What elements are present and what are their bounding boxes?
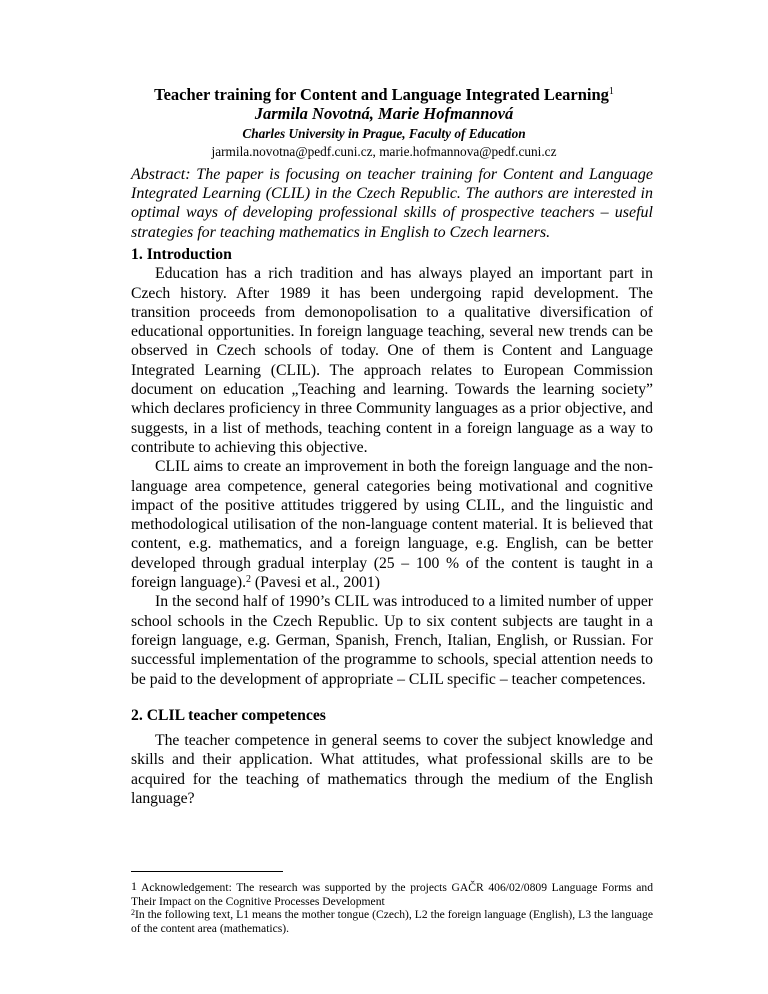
paragraph-intro-2-citation: (Pavesi et al., 2001): [251, 574, 380, 592]
paper-title: [0, 85, 768, 104]
footnotes: [131, 881, 653, 935]
abstract: [131, 165, 653, 242]
abstract-label: Abstract: [131, 166, 186, 183]
paper-authors: Jarmila Novotná, Marie Hofmannová: [254, 104, 514, 123]
section-heading-introduction: 1. Introduction: [131, 246, 232, 263]
section-heading-competences: 2. CLIL teacher competences: [131, 706, 326, 724]
main-body: [131, 245, 653, 808]
footnote-1-mark: 1: [131, 879, 137, 893]
paper-title-text: Teacher training for Content and Language Integrated Learning: [154, 85, 609, 104]
paragraph-intro-2-text: CLIL aims to create an improvement in both the foreign language and the non-language area competence, general categories being motivational and cognitive impact of the positive attitudes triggered by using CLIL, and the linguistic and methodological utilisation of the non-language content material. It is believed that content, e.g. mathematics, and a foreign language, e.g. English, can be better developed through gradual interplay (25 – 100 % of the content is taught in a foreign language).: [131, 458, 653, 592]
author-affiliation: Charles University in Prague, Faculty of Education: [242, 126, 526, 141]
footnote-2: [131, 908, 653, 935]
footnote-separator: [131, 871, 283, 872]
paragraph-intro-3: In the second half of 1990’s CLIL was introduced to a limited number of upper school schools in the Czech Republic. Up to six content subjects are taught in a foreign language, e.g. German, Spanish, French, Italian, English, or Russian. For successful implementation of the programme to schools, special attention needs to be paid to the development of appropriate – CLIL specific – teacher competences.: [131, 593, 653, 688]
footnote-1-text: Acknowledgement: The research was supported by the projects GAČR 406/02/0809 Language Forms and Their Impact on the Cognitive Processes Development: [131, 881, 653, 908]
footnote-ref-2: 2: [246, 574, 251, 586]
footnote-2-mark: 2: [131, 908, 135, 918]
author-emails: jarmila.novotna@pedf.cuni.cz, marie.hofmannova@pedf.cuni.cz: [211, 144, 557, 159]
abstract-text: : The paper is focusing on teacher training for Content and Language Integrated Learning (CLIL) in the Czech Republic. The authors are interested in optimal ways of developing professional skills of prospective teachers – useful strategies for teaching mathematics in English to Czech learners.: [131, 166, 653, 241]
paragraph-intro-2: [131, 457, 653, 592]
paragraph-intro-1: Education has a rich tradition and has always played an important part in Czech history. After 1989 it has been undergoing rapid development. The transition proceeds from demonopolisation to a qualitative diversification of educational opportunities. In foreign language teaching, several new trends can be observed in Czech schools of today. One of them is Content and Language Integrated Learning (CLIL). The approach relates to European Commission document on education „Teaching and learning. Towards the learning society” which declares proficiency in three Community languages as a prior objective, and suggests, in a list of methods, teaching content in a foreign language as a way to contribute to achieving this objective.: [131, 265, 653, 456]
title-block: [0, 85, 768, 160]
paragraph-competences-1: The teacher competence in general seems to cover the subject knowledge and skills and their application. What attitudes, what professional skills are to be acquired for the teaching of mathematics through the medium of the English language?: [131, 732, 653, 808]
title-footnote-mark: 1: [608, 86, 614, 97]
footnote-2-text: In the following text, L1 means the mother tongue (Czech), L2 the foreign language (English), L3 the language of the content area (mathematics).: [131, 908, 653, 935]
footnote-1: [131, 881, 653, 908]
